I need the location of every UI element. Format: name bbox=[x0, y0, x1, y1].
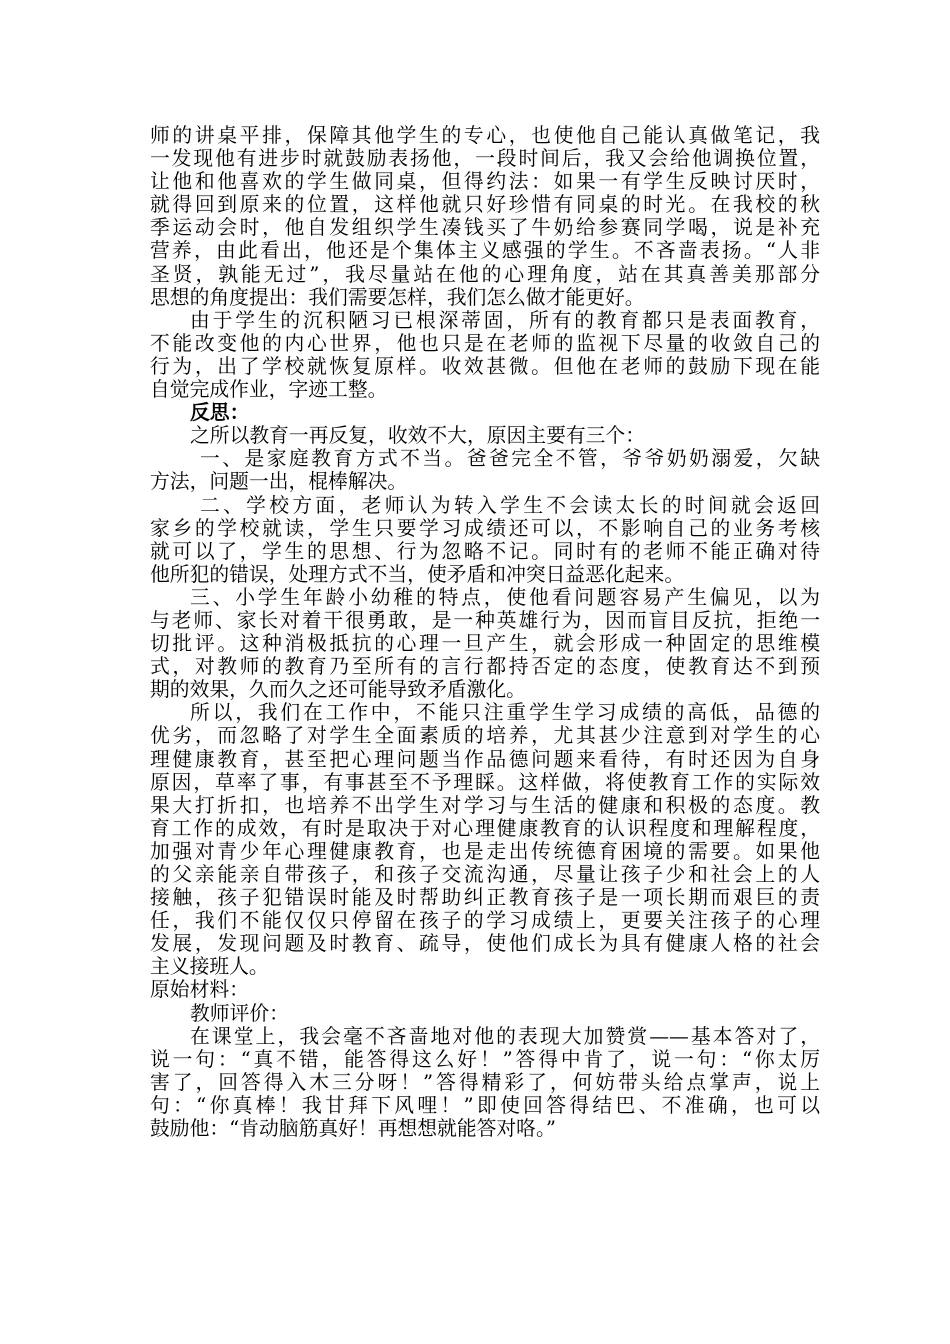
text-line: 一、是家庭教育方式不当。爸爸完全不管，爷爷奶奶溺爱，欠缺 bbox=[200, 447, 820, 471]
text-line: 任，我们不能仅仅只停留在孩子的学习成绩上，更要关注孩子的心理 bbox=[150, 909, 820, 933]
text-line: 二、学校方面，老师认为转入学生不会读太长的时间就会返回 bbox=[200, 493, 820, 517]
document-body bbox=[150, 124, 820, 1140]
text-line: 期的效果，久而久之还可能导致矛盾激化。 bbox=[150, 678, 526, 702]
text-line: 由于学生的沉积陋习已根深蒂固，所有的教育都只是表面教育， bbox=[190, 308, 820, 332]
text-line: 接触，孩子犯错误时能及时帮助纠正教育孩子是一项长期而艰巨的责 bbox=[150, 886, 820, 910]
text-line: 思想的角度提出：我们需要怎样，我们怎么做才能更好。 bbox=[150, 285, 645, 309]
text-line: 不能改变他的内心世界，他也只是在老师的监视下尽量的收敛自己的 bbox=[150, 331, 820, 355]
text-line: 他所犯的错误，处理方式不当，使矛盾和冲突日益恶化起来。 bbox=[150, 562, 685, 586]
text-line: 切批评。这种消极抵抗的心理一旦产生，就会形成一种固定的思维模 bbox=[150, 632, 820, 656]
text-line: 就可以了，学生的思想、行为忽略不记。同时有的老师不能正确对待 bbox=[150, 539, 820, 563]
text-line: 三、小学生年龄小幼稚的特点，使他看问题容易产生偏见，以为 bbox=[190, 585, 820, 609]
text-line: 之所以教育一再反复，收效不大，原因主要有三个： bbox=[190, 424, 645, 448]
text-line: 式，对教师的教育乃至所有的言行都持否定的态度，使教育达不到预 bbox=[150, 655, 820, 679]
text-line: 优劣，而忽略了对学生全面素质的培养，尤其甚少注意到对学生的心 bbox=[150, 724, 820, 748]
text-line: 发展，发现问题及时教育、疏导，使他们成长为具有健康人格的社会 bbox=[150, 932, 820, 956]
text-line: 主义接班人。 bbox=[150, 955, 269, 979]
text-line: 反思： bbox=[190, 400, 250, 425]
text-line: 在课堂上，我会毫不吝啬地对他的表现大加赞赏——基本答对了， bbox=[190, 1024, 820, 1048]
text-line: 方法，问题一出，棍棒解决。 bbox=[150, 470, 408, 494]
text-line: 原因，草率了事，有事甚至不予理睬。这样做，将使教育工作的实际效 bbox=[150, 770, 820, 794]
text-line: 自觉完成作业，字迹工整。 bbox=[150, 378, 388, 402]
text-line: 一发现他有进步时就鼓励表扬他，一段时间后，我又会给他调换位置， bbox=[150, 147, 820, 171]
text-line: 鼓励他：“肯动脑筋真好！再想想就能答对咯。” bbox=[150, 1117, 556, 1141]
text-line: 家乡的学校就读，学生只要学习成绩还可以，不影响自己的业务考核 bbox=[150, 516, 820, 540]
text-line: 与老师、家长对着干很勇敢，是一种英雄行为，因而盲目反抗，拒绝一 bbox=[150, 608, 820, 632]
text-line: 圣贤，孰能无过”，我尽量站在他的心理角度，站在其真善美那部分 bbox=[150, 262, 820, 286]
text-line: 行为，出了学校就恢复原样。收效甚微。但他在老师的鼓励下现在能 bbox=[150, 354, 820, 378]
text-line: 理健康教育，甚至把心理问题当作品德问题来看待，有时还因为自身 bbox=[150, 747, 820, 771]
text-line: 原始材料： bbox=[150, 978, 249, 1002]
text-line: 果大打折扣，也培养不出学生对学习与生活的健康和积极的态度。教 bbox=[150, 793, 820, 817]
text-line: 句：“你真棒！我甘拜下风哩！”即使回答得结巴、不准确，也可以 bbox=[150, 1093, 820, 1117]
text-line: 害了，回答得入木三分呀！”答得精彩了，何妨带头给点掌声，说上 bbox=[150, 1070, 820, 1094]
text-line: 师的讲桌平排，保障其他学生的专心，也使他自己能认真做笔记，我 bbox=[150, 124, 820, 147]
text-line: 育工作的成效，有时是取决于对心理健康教育的认识程度和理解程度， bbox=[150, 816, 820, 840]
text-line: 就得回到原来的位置，这样他就只好珍惜有同桌的时光。在我校的秋 bbox=[150, 193, 820, 217]
text-line: 季运动会时，他自发组织学生凑钱买了牛奶给参赛同学喝，说是补充 bbox=[150, 216, 820, 240]
text-line: 教师评价： bbox=[190, 1001, 289, 1025]
text-line: 让他和他喜欢的学生做同桌，但得约法：如果一有学生反映讨厌时， bbox=[150, 170, 820, 194]
text-line: 所以，我们在工作中，不能只注重学生学习成绩的高低，品德的 bbox=[190, 701, 820, 725]
text-line: 加强对青少年心理健康教育，也是走出传统德育困境的需要。如果他 bbox=[150, 839, 820, 863]
text-line: 的父亲能亲自带孩子，和孩子交流沟通，尽量让孩子少和社会上的人 bbox=[150, 863, 820, 886]
text-line: 说一句：“真不错，能答得这么好！”答得中肯了，说一句：“你太厉 bbox=[150, 1047, 820, 1071]
text-line: 营养，由此看出，他还是个集体主义感强的学生。不吝啬表扬。“人非 bbox=[150, 239, 820, 263]
